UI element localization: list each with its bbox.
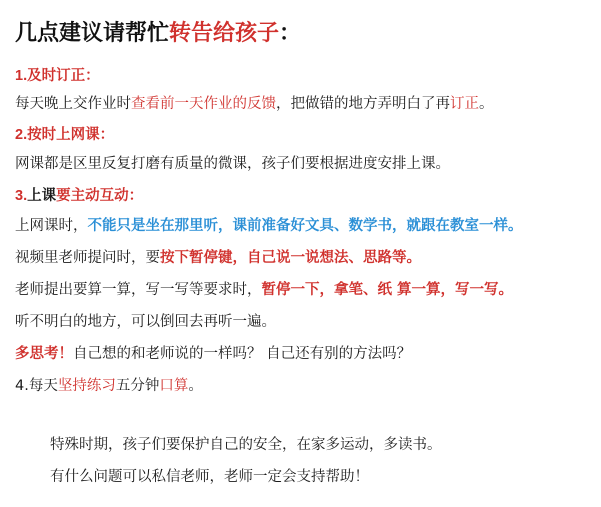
section-3-line-3: 老师提出要算一算，写一写等要求时，暂停一下，拿笔、纸 算一算，写一写。 [15,282,514,298]
closing-line-1: 特殊时期，孩子们要保护自己的安全，在家多运动，多读书。 [50,437,442,453]
section-1-body: 每天晚上交作业时查看前一天作业的反馈，把做错的地方弄明白了再订正。 [15,96,494,112]
section-2-heading: 2.按时上网课： [15,127,115,143]
section-3-heading: 3.上课要主动互动： [15,188,144,204]
title-colon: ： [279,20,302,46]
section-2-body: 网课都是区里反复打磨有质量的微课，孩子们要根据进度安排上课。 [15,156,450,172]
section-4: 4.每天坚持练习五分钟口算。 [15,378,203,394]
section-1-heading: 1.及时订正： [15,68,100,84]
title-highlight: 转告给孩子 [169,20,280,46]
title-main: 几点建议请帮忙 [15,20,170,46]
page-title [15,16,301,47]
section-3-line-2: 视频里老师提问时，要按下暂停键，自己说一说想法、思路等。 [15,250,421,266]
section-3-line-4: 听不明白的地方，可以倒回去再听一遍。 [15,314,276,330]
section-3-line-1: 上网课时，不能只是坐在那里听，课前准备好文具、数学书，就跟在教室一样。 [15,218,523,234]
section-3-line-5: 多思考！自己想的和老师说的一样吗？ 自己还有别的方法吗？ [15,346,412,362]
closing-line-2: 有什么问题可以私信老师，老师一定会支持帮助！ [50,469,369,485]
